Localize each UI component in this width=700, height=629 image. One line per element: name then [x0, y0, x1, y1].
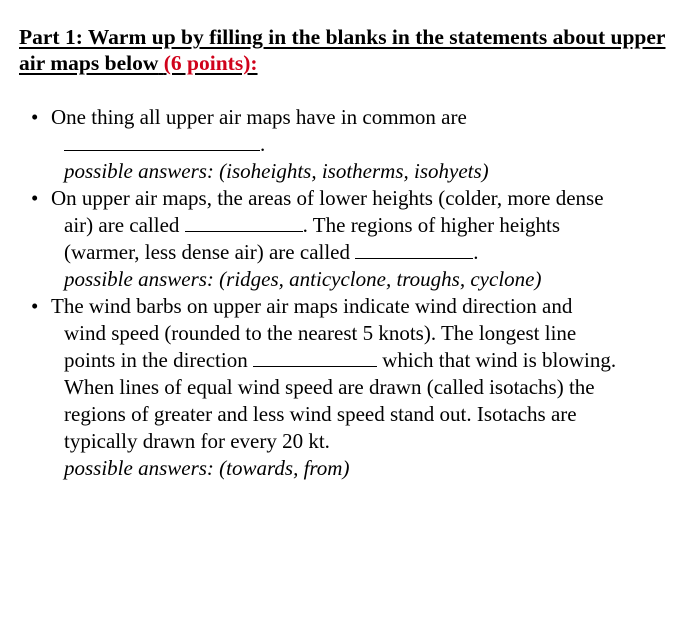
statement-3-line-2: wind speed (rounded to the nearest 5 knots). The longest line [64, 321, 577, 345]
statement-2-line-1: On upper air maps, the areas of lower heights (colder, more dense [51, 186, 604, 210]
statement-3-line-4: When lines of equal wind speed are drawn (called isotachs) the [64, 375, 595, 399]
statement-2 [31, 185, 671, 293]
statement-2-hint: possible answers: (ridges, anticyclone, troughs, cyclone) [64, 267, 542, 291]
statement-3-hint: possible answers: (towards, from) [64, 456, 350, 480]
statement-1-line-1: One thing all upper air maps have in common are [51, 105, 467, 129]
bullet-icon: • [31, 105, 39, 129]
statement-2-line-2: air) are called . The regions of higher heights [64, 213, 561, 237]
statement-1 [31, 104, 671, 185]
statement-3-line-1: The wind barbs on upper air maps indicate wind direction and [51, 294, 573, 318]
statement-2-line-3: (warmer, less dense air) are called . [64, 240, 479, 264]
answer-blank-1[interactable] [64, 132, 260, 151]
statement-1-hint: possible answers: (isoheights, isotherms, isohyets) [64, 159, 489, 183]
answer-blank-4[interactable] [253, 348, 377, 367]
statement-3 [31, 293, 671, 482]
part-heading [19, 24, 679, 76]
statement-3-line-5: regions of greater and less wind speed stand out. Isotachs are [64, 402, 577, 426]
bullet-icon: • [31, 294, 39, 318]
bullet-icon: • [31, 186, 39, 210]
heading-points: (6 points): [163, 51, 258, 75]
statement-3-line-6: typically drawn for every 20 kt. [64, 429, 330, 453]
statement-1-line-2: . [31, 131, 671, 158]
statement-3-line-3: points in the direction which that wind is blowing. [64, 348, 617, 372]
answer-blank-3[interactable] [355, 240, 473, 259]
answer-blank-2[interactable] [185, 213, 303, 232]
heading-text: Part 1: Warm up by filling in the blanks in the statements about upper air maps below [19, 25, 666, 75]
